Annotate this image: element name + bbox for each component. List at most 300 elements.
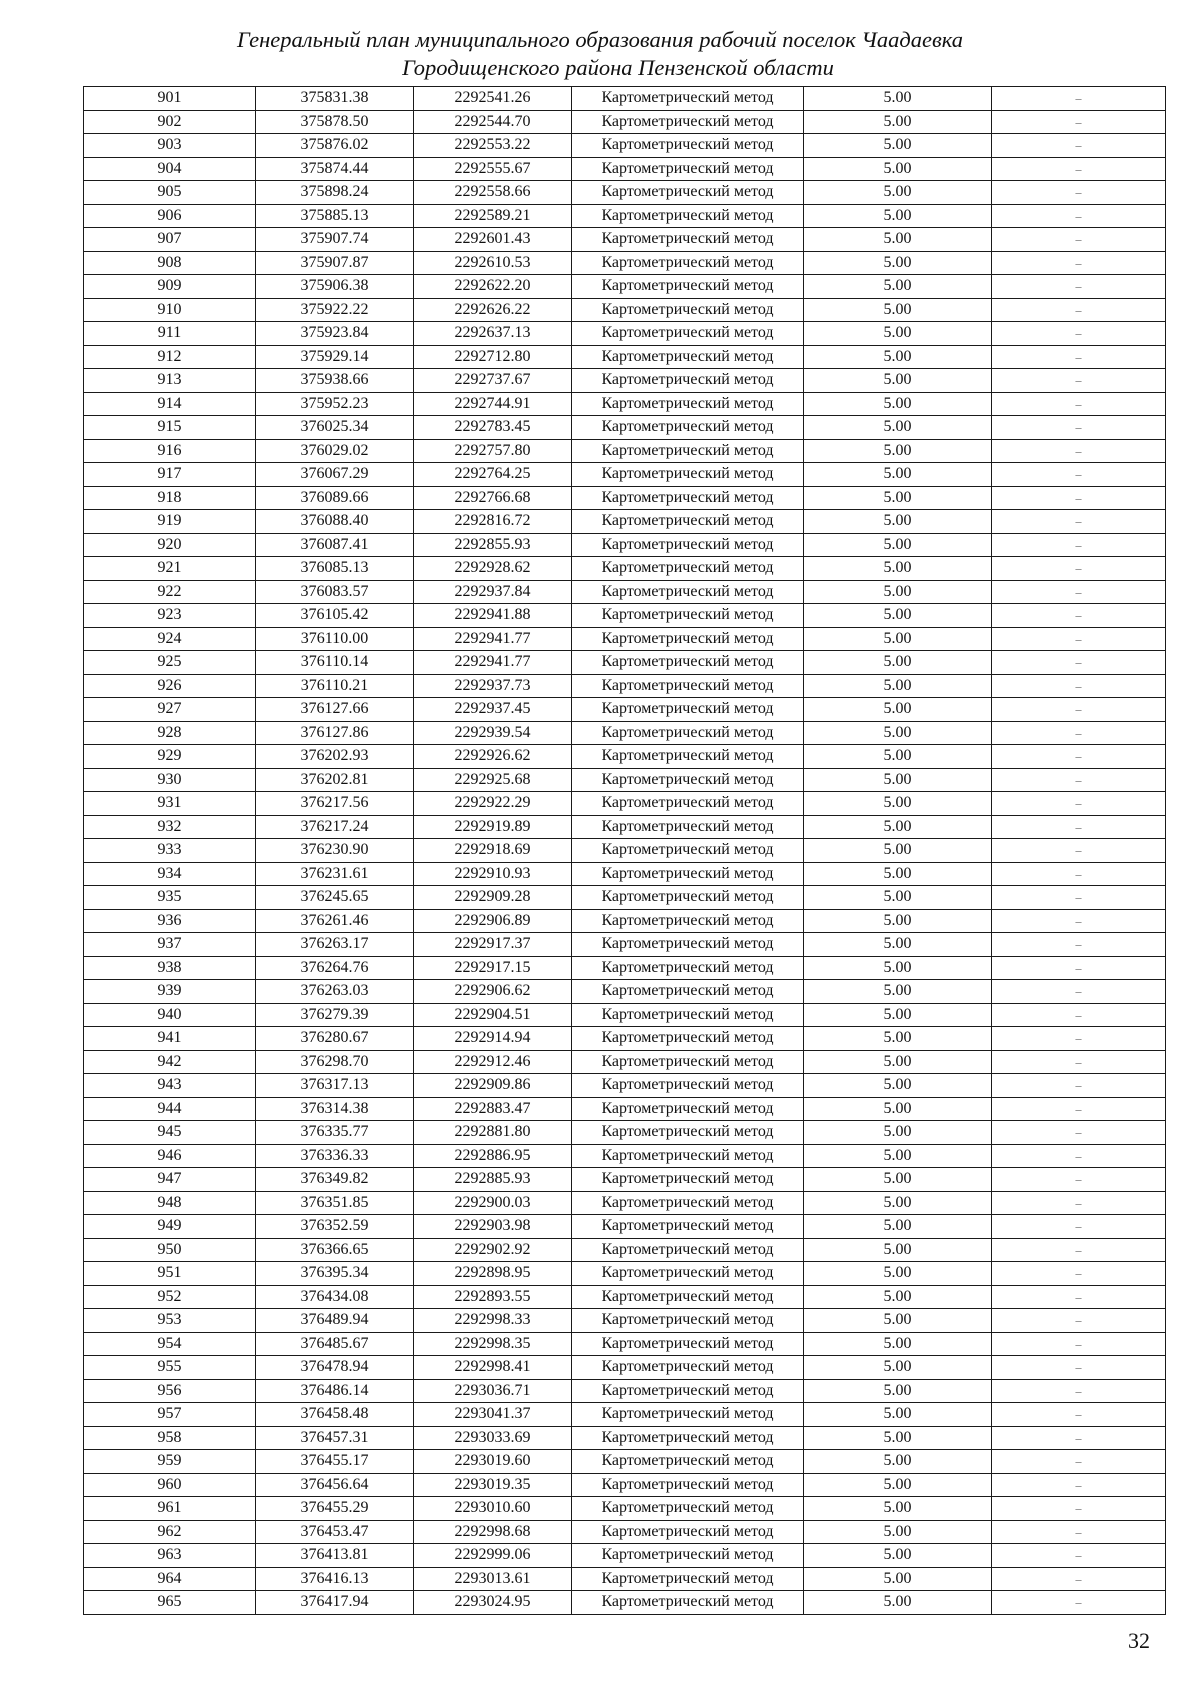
table-row	[84, 486, 1166, 510]
note-cell: –	[992, 674, 1166, 698]
point-number-cell: 933	[84, 839, 256, 863]
note-cell: –	[992, 1473, 1166, 1497]
x-coordinate-cell: 375929.14	[256, 345, 414, 369]
table-row	[84, 674, 1166, 698]
point-number-cell: 901	[84, 87, 256, 111]
y-coordinate-cell: 2292881.80	[414, 1121, 572, 1145]
table-row	[84, 933, 1166, 957]
x-coordinate-cell: 376127.86	[256, 721, 414, 745]
accuracy-cell: 5.00	[804, 651, 992, 675]
method-cell: Картометрический метод	[572, 1356, 804, 1380]
y-coordinate-cell: 2292912.46	[414, 1050, 572, 1074]
point-number-cell: 906	[84, 204, 256, 228]
accuracy-cell: 5.00	[804, 1168, 992, 1192]
point-number-cell: 953	[84, 1309, 256, 1333]
x-coordinate-cell: 375922.22	[256, 298, 414, 322]
y-coordinate-cell: 2292855.93	[414, 533, 572, 557]
note-cell: –	[992, 322, 1166, 346]
point-number-cell: 960	[84, 1473, 256, 1497]
method-cell: Картометрический метод	[572, 1238, 804, 1262]
accuracy-cell: 5.00	[804, 1379, 992, 1403]
accuracy-cell: 5.00	[804, 1074, 992, 1098]
y-coordinate-cell: 2292553.22	[414, 134, 572, 158]
y-coordinate-cell: 2292558.66	[414, 181, 572, 205]
point-number-cell: 912	[84, 345, 256, 369]
y-coordinate-cell: 2293010.60	[414, 1497, 572, 1521]
accuracy-cell: 5.00	[804, 134, 992, 158]
table-row	[84, 886, 1166, 910]
accuracy-cell: 5.00	[804, 1309, 992, 1333]
point-number-cell: 942	[84, 1050, 256, 1074]
table-row	[84, 510, 1166, 534]
point-number-cell: 932	[84, 815, 256, 839]
point-number-cell: 959	[84, 1450, 256, 1474]
note-cell: –	[992, 1520, 1166, 1544]
x-coordinate-cell: 376486.14	[256, 1379, 414, 1403]
method-cell: Картометрический метод	[572, 1074, 804, 1098]
x-coordinate-cell: 376231.61	[256, 862, 414, 886]
table-row	[84, 134, 1166, 158]
point-number-cell: 940	[84, 1003, 256, 1027]
method-cell: Картометрический метод	[572, 604, 804, 628]
note-cell: –	[992, 1309, 1166, 1333]
x-coordinate-cell: 376127.66	[256, 698, 414, 722]
note-cell: –	[992, 1215, 1166, 1239]
point-number-cell: 941	[84, 1027, 256, 1051]
accuracy-cell: 5.00	[804, 1567, 992, 1591]
point-number-cell: 928	[84, 721, 256, 745]
x-coordinate-cell: 376413.81	[256, 1544, 414, 1568]
y-coordinate-cell: 2292998.41	[414, 1356, 572, 1380]
table-row	[84, 745, 1166, 769]
note-cell: –	[992, 1238, 1166, 1262]
accuracy-cell: 5.00	[804, 87, 992, 111]
method-cell: Картометрический метод	[572, 933, 804, 957]
y-coordinate-cell: 2292922.29	[414, 792, 572, 816]
point-number-cell: 943	[84, 1074, 256, 1098]
document-header	[0, 26, 1200, 82]
point-number-cell: 947	[84, 1168, 256, 1192]
x-coordinate-cell: 376110.14	[256, 651, 414, 675]
x-coordinate-cell: 376029.02	[256, 439, 414, 463]
y-coordinate-cell: 2292910.93	[414, 862, 572, 886]
y-coordinate-cell: 2292939.54	[414, 721, 572, 745]
y-coordinate-cell: 2292918.69	[414, 839, 572, 863]
y-coordinate-cell: 2292999.06	[414, 1544, 572, 1568]
table-row	[84, 651, 1166, 675]
accuracy-cell: 5.00	[804, 557, 992, 581]
accuracy-cell: 5.00	[804, 698, 992, 722]
point-number-cell: 930	[84, 768, 256, 792]
note-cell: –	[992, 463, 1166, 487]
accuracy-cell: 5.00	[804, 439, 992, 463]
y-coordinate-cell: 2292919.89	[414, 815, 572, 839]
y-coordinate-cell: 2292917.37	[414, 933, 572, 957]
point-number-cell: 913	[84, 369, 256, 393]
accuracy-cell: 5.00	[804, 627, 992, 651]
y-coordinate-cell: 2292626.22	[414, 298, 572, 322]
accuracy-cell: 5.00	[804, 1121, 992, 1145]
table-row	[84, 1520, 1166, 1544]
point-number-cell: 961	[84, 1497, 256, 1521]
table-row	[84, 110, 1166, 134]
note-cell: –	[992, 956, 1166, 980]
table-row	[84, 1567, 1166, 1591]
y-coordinate-cell: 2292917.15	[414, 956, 572, 980]
accuracy-cell: 5.00	[804, 392, 992, 416]
method-cell: Картометрический метод	[572, 1262, 804, 1286]
point-number-cell: 919	[84, 510, 256, 534]
point-number-cell: 962	[84, 1520, 256, 1544]
accuracy-cell: 5.00	[804, 674, 992, 698]
accuracy-cell: 5.00	[804, 1215, 992, 1239]
note-cell: –	[992, 510, 1166, 534]
y-coordinate-cell: 2293036.71	[414, 1379, 572, 1403]
x-coordinate-cell: 376366.65	[256, 1238, 414, 1262]
accuracy-cell: 5.00	[804, 1262, 992, 1286]
x-coordinate-cell: 376455.29	[256, 1497, 414, 1521]
y-coordinate-cell: 2293024.95	[414, 1591, 572, 1615]
y-coordinate-cell: 2293019.35	[414, 1473, 572, 1497]
point-number-cell: 938	[84, 956, 256, 980]
y-coordinate-cell: 2292610.53	[414, 251, 572, 275]
x-coordinate-cell: 376088.40	[256, 510, 414, 534]
x-coordinate-cell: 376110.00	[256, 627, 414, 651]
point-number-cell: 934	[84, 862, 256, 886]
method-cell: Картометрический метод	[572, 557, 804, 581]
accuracy-cell: 5.00	[804, 463, 992, 487]
accuracy-cell: 5.00	[804, 933, 992, 957]
x-coordinate-cell: 375952.23	[256, 392, 414, 416]
table-row	[84, 416, 1166, 440]
note-cell: –	[992, 1426, 1166, 1450]
note-cell: –	[992, 909, 1166, 933]
point-number-cell: 956	[84, 1379, 256, 1403]
note-cell: –	[992, 1003, 1166, 1027]
point-number-cell: 917	[84, 463, 256, 487]
accuracy-cell: 5.00	[804, 110, 992, 134]
x-coordinate-cell: 375831.38	[256, 87, 414, 111]
note-cell: –	[992, 1591, 1166, 1615]
table-row	[84, 157, 1166, 181]
note-cell: –	[992, 486, 1166, 510]
method-cell: Картометрический метод	[572, 1567, 804, 1591]
method-cell: Картометрический метод	[572, 1309, 804, 1333]
table-row	[84, 557, 1166, 581]
method-cell: Картометрический метод	[572, 181, 804, 205]
accuracy-cell: 5.00	[804, 580, 992, 604]
note-cell: –	[992, 1168, 1166, 1192]
point-number-cell: 963	[84, 1544, 256, 1568]
method-cell: Картометрический метод	[572, 862, 804, 886]
y-coordinate-cell: 2292941.88	[414, 604, 572, 628]
note-cell: –	[992, 768, 1166, 792]
x-coordinate-cell: 376336.33	[256, 1144, 414, 1168]
accuracy-cell: 5.00	[804, 1403, 992, 1427]
header-line-1: Генеральный план муниципального образования рабочий поселок Чаадаевка	[237, 27, 963, 52]
x-coordinate-cell: 376202.93	[256, 745, 414, 769]
table-row	[84, 1191, 1166, 1215]
method-cell: Картометрический метод	[572, 463, 804, 487]
accuracy-cell: 5.00	[804, 298, 992, 322]
y-coordinate-cell: 2293041.37	[414, 1403, 572, 1427]
point-number-cell: 958	[84, 1426, 256, 1450]
method-cell: Картометрический метод	[572, 792, 804, 816]
method-cell: Картометрический метод	[572, 768, 804, 792]
method-cell: Картометрический метод	[572, 839, 804, 863]
y-coordinate-cell: 2292906.62	[414, 980, 572, 1004]
y-coordinate-cell: 2292926.62	[414, 745, 572, 769]
y-coordinate-cell: 2292998.33	[414, 1309, 572, 1333]
note-cell: –	[992, 1027, 1166, 1051]
table-row	[84, 1050, 1166, 1074]
y-coordinate-cell: 2292893.55	[414, 1285, 572, 1309]
accuracy-cell: 5.00	[804, 721, 992, 745]
point-number-cell: 916	[84, 439, 256, 463]
point-number-cell: 918	[84, 486, 256, 510]
point-number-cell: 911	[84, 322, 256, 346]
method-cell: Картометрический метод	[572, 298, 804, 322]
y-coordinate-cell: 2292737.67	[414, 369, 572, 393]
point-number-cell: 915	[84, 416, 256, 440]
table-row	[84, 1332, 1166, 1356]
point-number-cell: 948	[84, 1191, 256, 1215]
y-coordinate-cell: 2292886.95	[414, 1144, 572, 1168]
header-line-2: Городищенского района Пензенской области	[402, 55, 834, 80]
table-row	[84, 698, 1166, 722]
point-number-cell: 924	[84, 627, 256, 651]
x-coordinate-cell: 376263.03	[256, 980, 414, 1004]
y-coordinate-cell: 2293013.61	[414, 1567, 572, 1591]
table-row	[84, 909, 1166, 933]
point-number-cell: 954	[84, 1332, 256, 1356]
y-coordinate-cell: 2292783.45	[414, 416, 572, 440]
x-coordinate-cell: 375885.13	[256, 204, 414, 228]
note-cell: –	[992, 721, 1166, 745]
y-coordinate-cell: 2292904.51	[414, 1003, 572, 1027]
point-number-cell: 949	[84, 1215, 256, 1239]
point-number-cell: 923	[84, 604, 256, 628]
method-cell: Картометрический метод	[572, 369, 804, 393]
x-coordinate-cell: 376485.67	[256, 1332, 414, 1356]
note-cell: –	[992, 839, 1166, 863]
note-cell: –	[992, 298, 1166, 322]
method-cell: Картометрический метод	[572, 1191, 804, 1215]
accuracy-cell: 5.00	[804, 1520, 992, 1544]
x-coordinate-cell: 376264.76	[256, 956, 414, 980]
method-cell: Картометрический метод	[572, 1450, 804, 1474]
note-cell: –	[992, 862, 1166, 886]
table-row	[84, 1450, 1166, 1474]
point-number-cell: 952	[84, 1285, 256, 1309]
note-cell: –	[992, 1450, 1166, 1474]
x-coordinate-cell: 376349.82	[256, 1168, 414, 1192]
point-number-cell: 905	[84, 181, 256, 205]
point-number-cell: 945	[84, 1121, 256, 1145]
point-number-cell: 926	[84, 674, 256, 698]
x-coordinate-cell: 375907.87	[256, 251, 414, 275]
x-coordinate-cell: 376434.08	[256, 1285, 414, 1309]
table-row	[84, 956, 1166, 980]
accuracy-cell: 5.00	[804, 1191, 992, 1215]
method-cell: Картометрический метод	[572, 1144, 804, 1168]
x-coordinate-cell: 376025.34	[256, 416, 414, 440]
x-coordinate-cell: 376261.46	[256, 909, 414, 933]
x-coordinate-cell: 376230.90	[256, 839, 414, 863]
accuracy-cell: 5.00	[804, 1473, 992, 1497]
point-number-cell: 903	[84, 134, 256, 158]
note-cell: –	[992, 557, 1166, 581]
table-row	[84, 369, 1166, 393]
method-cell: Картометрический метод	[572, 87, 804, 111]
method-cell: Картометрический метод	[572, 322, 804, 346]
method-cell: Картометрический метод	[572, 228, 804, 252]
y-coordinate-cell: 2292637.13	[414, 322, 572, 346]
accuracy-cell: 5.00	[804, 510, 992, 534]
method-cell: Картометрический метод	[572, 1027, 804, 1051]
accuracy-cell: 5.00	[804, 956, 992, 980]
table-row	[84, 251, 1166, 275]
y-coordinate-cell: 2292937.73	[414, 674, 572, 698]
table-row	[84, 839, 1166, 863]
table-row	[84, 1426, 1166, 1450]
point-number-cell: 944	[84, 1097, 256, 1121]
point-number-cell: 936	[84, 909, 256, 933]
y-coordinate-cell: 2292909.86	[414, 1074, 572, 1098]
y-coordinate-cell: 2292925.68	[414, 768, 572, 792]
method-cell: Картометрический метод	[572, 1121, 804, 1145]
table-row	[84, 463, 1166, 487]
y-coordinate-cell: 2292937.45	[414, 698, 572, 722]
method-cell: Картометрический метод	[572, 1591, 804, 1615]
accuracy-cell: 5.00	[804, 275, 992, 299]
method-cell: Картометрический метод	[572, 909, 804, 933]
method-cell: Картометрический метод	[572, 721, 804, 745]
note-cell: –	[992, 627, 1166, 651]
accuracy-cell: 5.00	[804, 1544, 992, 1568]
table-row	[84, 792, 1166, 816]
accuracy-cell: 5.00	[804, 369, 992, 393]
method-cell: Картометрический метод	[572, 980, 804, 1004]
method-cell: Картометрический метод	[572, 956, 804, 980]
table-row	[84, 1403, 1166, 1427]
x-coordinate-cell: 376478.94	[256, 1356, 414, 1380]
x-coordinate-cell: 375906.38	[256, 275, 414, 299]
x-coordinate-cell: 376395.34	[256, 1262, 414, 1286]
note-cell: –	[992, 792, 1166, 816]
method-cell: Картометрический метод	[572, 580, 804, 604]
point-number-cell: 922	[84, 580, 256, 604]
table-row	[84, 275, 1166, 299]
method-cell: Картометрический метод	[572, 1332, 804, 1356]
method-cell: Картометрический метод	[572, 815, 804, 839]
note-cell: –	[992, 1356, 1166, 1380]
y-coordinate-cell: 2292909.28	[414, 886, 572, 910]
method-cell: Картометрический метод	[572, 157, 804, 181]
method-cell: Картометрический метод	[572, 1426, 804, 1450]
accuracy-cell: 5.00	[804, 1356, 992, 1380]
point-number-cell: 914	[84, 392, 256, 416]
note-cell: –	[992, 204, 1166, 228]
method-cell: Картометрический метод	[572, 510, 804, 534]
table-row	[84, 1262, 1166, 1286]
table-row	[84, 1238, 1166, 1262]
method-cell: Картометрический метод	[572, 1003, 804, 1027]
accuracy-cell: 5.00	[804, 1003, 992, 1027]
accuracy-cell: 5.00	[804, 251, 992, 275]
table-row	[84, 1003, 1166, 1027]
accuracy-cell: 5.00	[804, 1450, 992, 1474]
accuracy-cell: 5.00	[804, 1050, 992, 1074]
note-cell: –	[992, 651, 1166, 675]
table-row	[84, 439, 1166, 463]
x-coordinate-cell: 376453.47	[256, 1520, 414, 1544]
x-coordinate-cell: 376110.21	[256, 674, 414, 698]
method-cell: Картометрический метод	[572, 486, 804, 510]
x-coordinate-cell: 375876.02	[256, 134, 414, 158]
y-coordinate-cell: 2292766.68	[414, 486, 572, 510]
table-row	[84, 1356, 1166, 1380]
x-coordinate-cell: 376335.77	[256, 1121, 414, 1145]
accuracy-cell: 5.00	[804, 1426, 992, 1450]
accuracy-cell: 5.00	[804, 345, 992, 369]
x-coordinate-cell: 375907.74	[256, 228, 414, 252]
accuracy-cell: 5.00	[804, 792, 992, 816]
note-cell: –	[992, 110, 1166, 134]
table-row	[84, 1379, 1166, 1403]
y-coordinate-cell: 2292941.77	[414, 627, 572, 651]
method-cell: Картометрический метод	[572, 651, 804, 675]
page-number: 32	[1128, 1628, 1150, 1653]
accuracy-cell: 5.00	[804, 980, 992, 1004]
table-row	[84, 298, 1166, 322]
table-row	[84, 228, 1166, 252]
y-coordinate-cell: 2292998.35	[414, 1332, 572, 1356]
point-number-cell: 935	[84, 886, 256, 910]
table-row	[84, 204, 1166, 228]
method-cell: Картометрический метод	[572, 134, 804, 158]
accuracy-cell: 5.00	[804, 181, 992, 205]
y-coordinate-cell: 2292544.70	[414, 110, 572, 134]
table-row	[84, 768, 1166, 792]
point-number-cell: 965	[84, 1591, 256, 1615]
accuracy-cell: 5.00	[804, 1497, 992, 1521]
table-row	[84, 862, 1166, 886]
x-coordinate-cell: 376298.70	[256, 1050, 414, 1074]
method-cell: Картометрический метод	[572, 1473, 804, 1497]
table-row	[84, 1497, 1166, 1521]
method-cell: Картометрический метод	[572, 1403, 804, 1427]
note-cell: –	[992, 181, 1166, 205]
y-coordinate-cell: 2292555.67	[414, 157, 572, 181]
method-cell: Картометрический метод	[572, 1215, 804, 1239]
x-coordinate-cell: 376351.85	[256, 1191, 414, 1215]
note-cell: –	[992, 1379, 1166, 1403]
method-cell: Картометрический метод	[572, 345, 804, 369]
note-cell: –	[992, 134, 1166, 158]
point-number-cell: 910	[84, 298, 256, 322]
table-row	[84, 533, 1166, 557]
point-number-cell: 909	[84, 275, 256, 299]
note-cell: –	[992, 157, 1166, 181]
x-coordinate-cell: 376217.56	[256, 792, 414, 816]
note-cell: –	[992, 1074, 1166, 1098]
method-cell: Картометрический метод	[572, 627, 804, 651]
accuracy-cell: 5.00	[804, 1238, 992, 1262]
x-coordinate-cell: 376245.65	[256, 886, 414, 910]
method-cell: Картометрический метод	[572, 1050, 804, 1074]
x-coordinate-cell: 376489.94	[256, 1309, 414, 1333]
